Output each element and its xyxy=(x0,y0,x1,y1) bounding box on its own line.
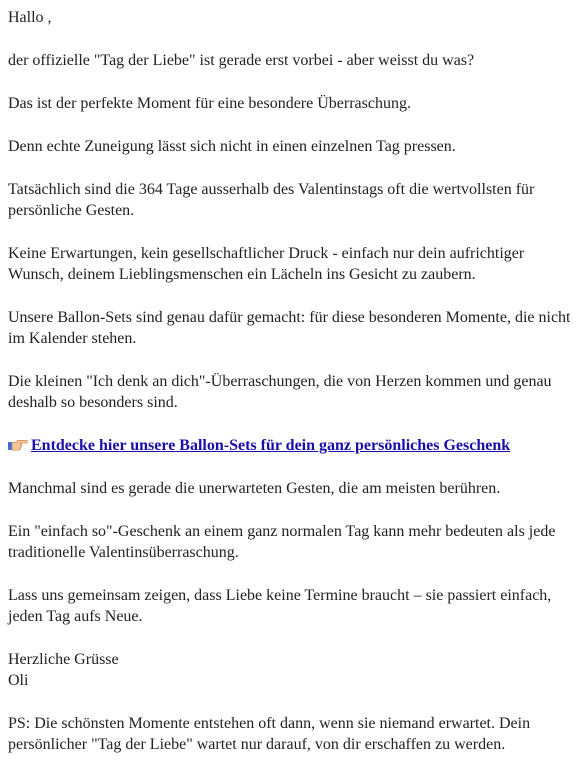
postscript: PS: Die schönsten Momente entstehen oft dann, wenn sie niemand erwartet. Dein persönlicher "Tag der Liebe" wartet nur darauf, von dir erschaffen zu werden. xyxy=(8,715,531,753)
paragraph-5: Keine Erwartungen, kein gesellschaftlicher Druck - einfach nur dein aufrichtiger Wunsch, deinem Lieblingsmenschen ein Lächeln ins Gesicht zu zaubern. xyxy=(8,245,525,283)
cta-paragraph xyxy=(8,435,572,456)
greeting: Hallo , xyxy=(8,9,52,26)
paragraph-6: Unsere Ballon-Sets sind genau dafür gemacht: für diese besonderen Momente, die nicht im Kalender stehen. xyxy=(8,309,571,347)
paragraph-1: der offizielle "Tag der Liebe" ist gerade erst vorbei - aber weisst du was? xyxy=(8,52,475,69)
paragraph-9: Ein "einfach so"-Geschenk an einem ganz normalen Tag kann mehr bedeuten als jede traditionelle Valentinsüberraschung. xyxy=(8,523,556,561)
paragraph-2: Das ist der perfekte Moment für eine besondere Überraschung. xyxy=(8,95,411,112)
pointing-hand-icon xyxy=(8,437,28,451)
paragraph-8: Manchmal sind es gerade die unerwarteten Gesten, die am meisten berühren. xyxy=(8,480,501,497)
paragraph-4: Tatsächlich sind die 364 Tage ausserhalb des Valentinstags oft die wertvollsten für persönliche Gesten. xyxy=(8,181,535,219)
cta-link[interactable] xyxy=(8,437,510,454)
paragraph-3: Denn echte Zuneigung lässt sich nicht in einen einzelnen Tag pressen. xyxy=(8,138,456,155)
paragraph-7: Die kleinen "Ich denk an dich"-Überraschungen, die von Herzen kommen und genau deshalb so besonders sind. xyxy=(8,373,552,411)
signature: Oli xyxy=(8,672,29,689)
cta-link-label: Entdecke hier unsere Ballon-Sets für dein ganz persönliches Geschenk xyxy=(31,437,511,454)
paragraph-10: Lass uns gemeinsam zeigen, dass Liebe keine Termine braucht – sie passiert einfach, jeden Tag aufs Neue. xyxy=(8,587,552,625)
signoff xyxy=(8,649,572,691)
closing: Herzliche Grüsse xyxy=(8,651,119,668)
